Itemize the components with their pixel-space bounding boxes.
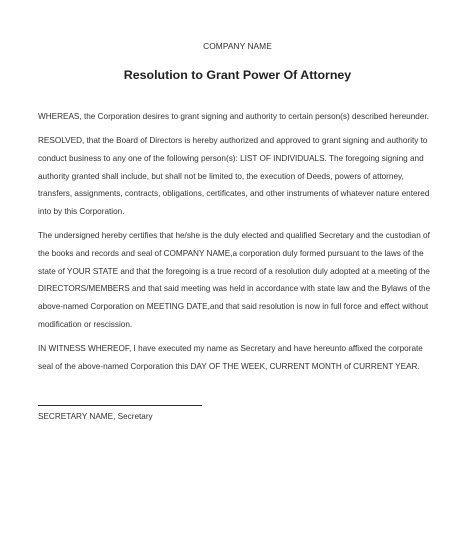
witness-paragraph: IN WITNESS WHEREOF, I have executed my name as Secretary and have hereunto affixed the corporate seal of the above-named Corporation this DAY OF THE WEEK, CURRENT MONTH of CURRENT YEAR.: [38, 344, 423, 371]
secretary-signature-name: SECRETARY NAME, Secretary: [38, 412, 153, 421]
resolved-paragraph: RESOLVED, that the Board of Directors is hereby authorized and approved to grant signing and authority to conduct business to any one of the following person(s): LIST OF INDIVIDUALS. The foregoing signing and authority granted shall include, but shall not be limited to, the execution of Deeds, powers of attorney, transfers, assignments, contracts, obligations, certificates, and other instruments of whatever nature entered into by this Corporation.: [38, 136, 430, 217]
company-name-header: COMPANY NAME: [203, 41, 272, 51]
document-title: Resolution to Grant Power Of Attorney: [123, 68, 352, 82]
certification-paragraph: The undersigned hereby certifies that he/she is the duly elected and qualified Secretary and the custodian of the books and records and seal of COMPANY NAME,a corporation duly formed pursuant to the laws of the state of YOUR STATE and that the foregoing is a true record of a resolution duly adopted at a meeting of the DIRECTORS/MEMBERS and that said meeting was held in accordance with state law and the Bylaws of the above-named Corporation on MEETING DATE,and that said resolution is now in full force and effect without modification or rescission.: [38, 231, 431, 329]
signature-line: [38, 405, 202, 406]
whereas-paragraph: WHEREAS, the Corporation desires to grant signing and authority to certain person(s) described hereunder.: [38, 112, 429, 121]
